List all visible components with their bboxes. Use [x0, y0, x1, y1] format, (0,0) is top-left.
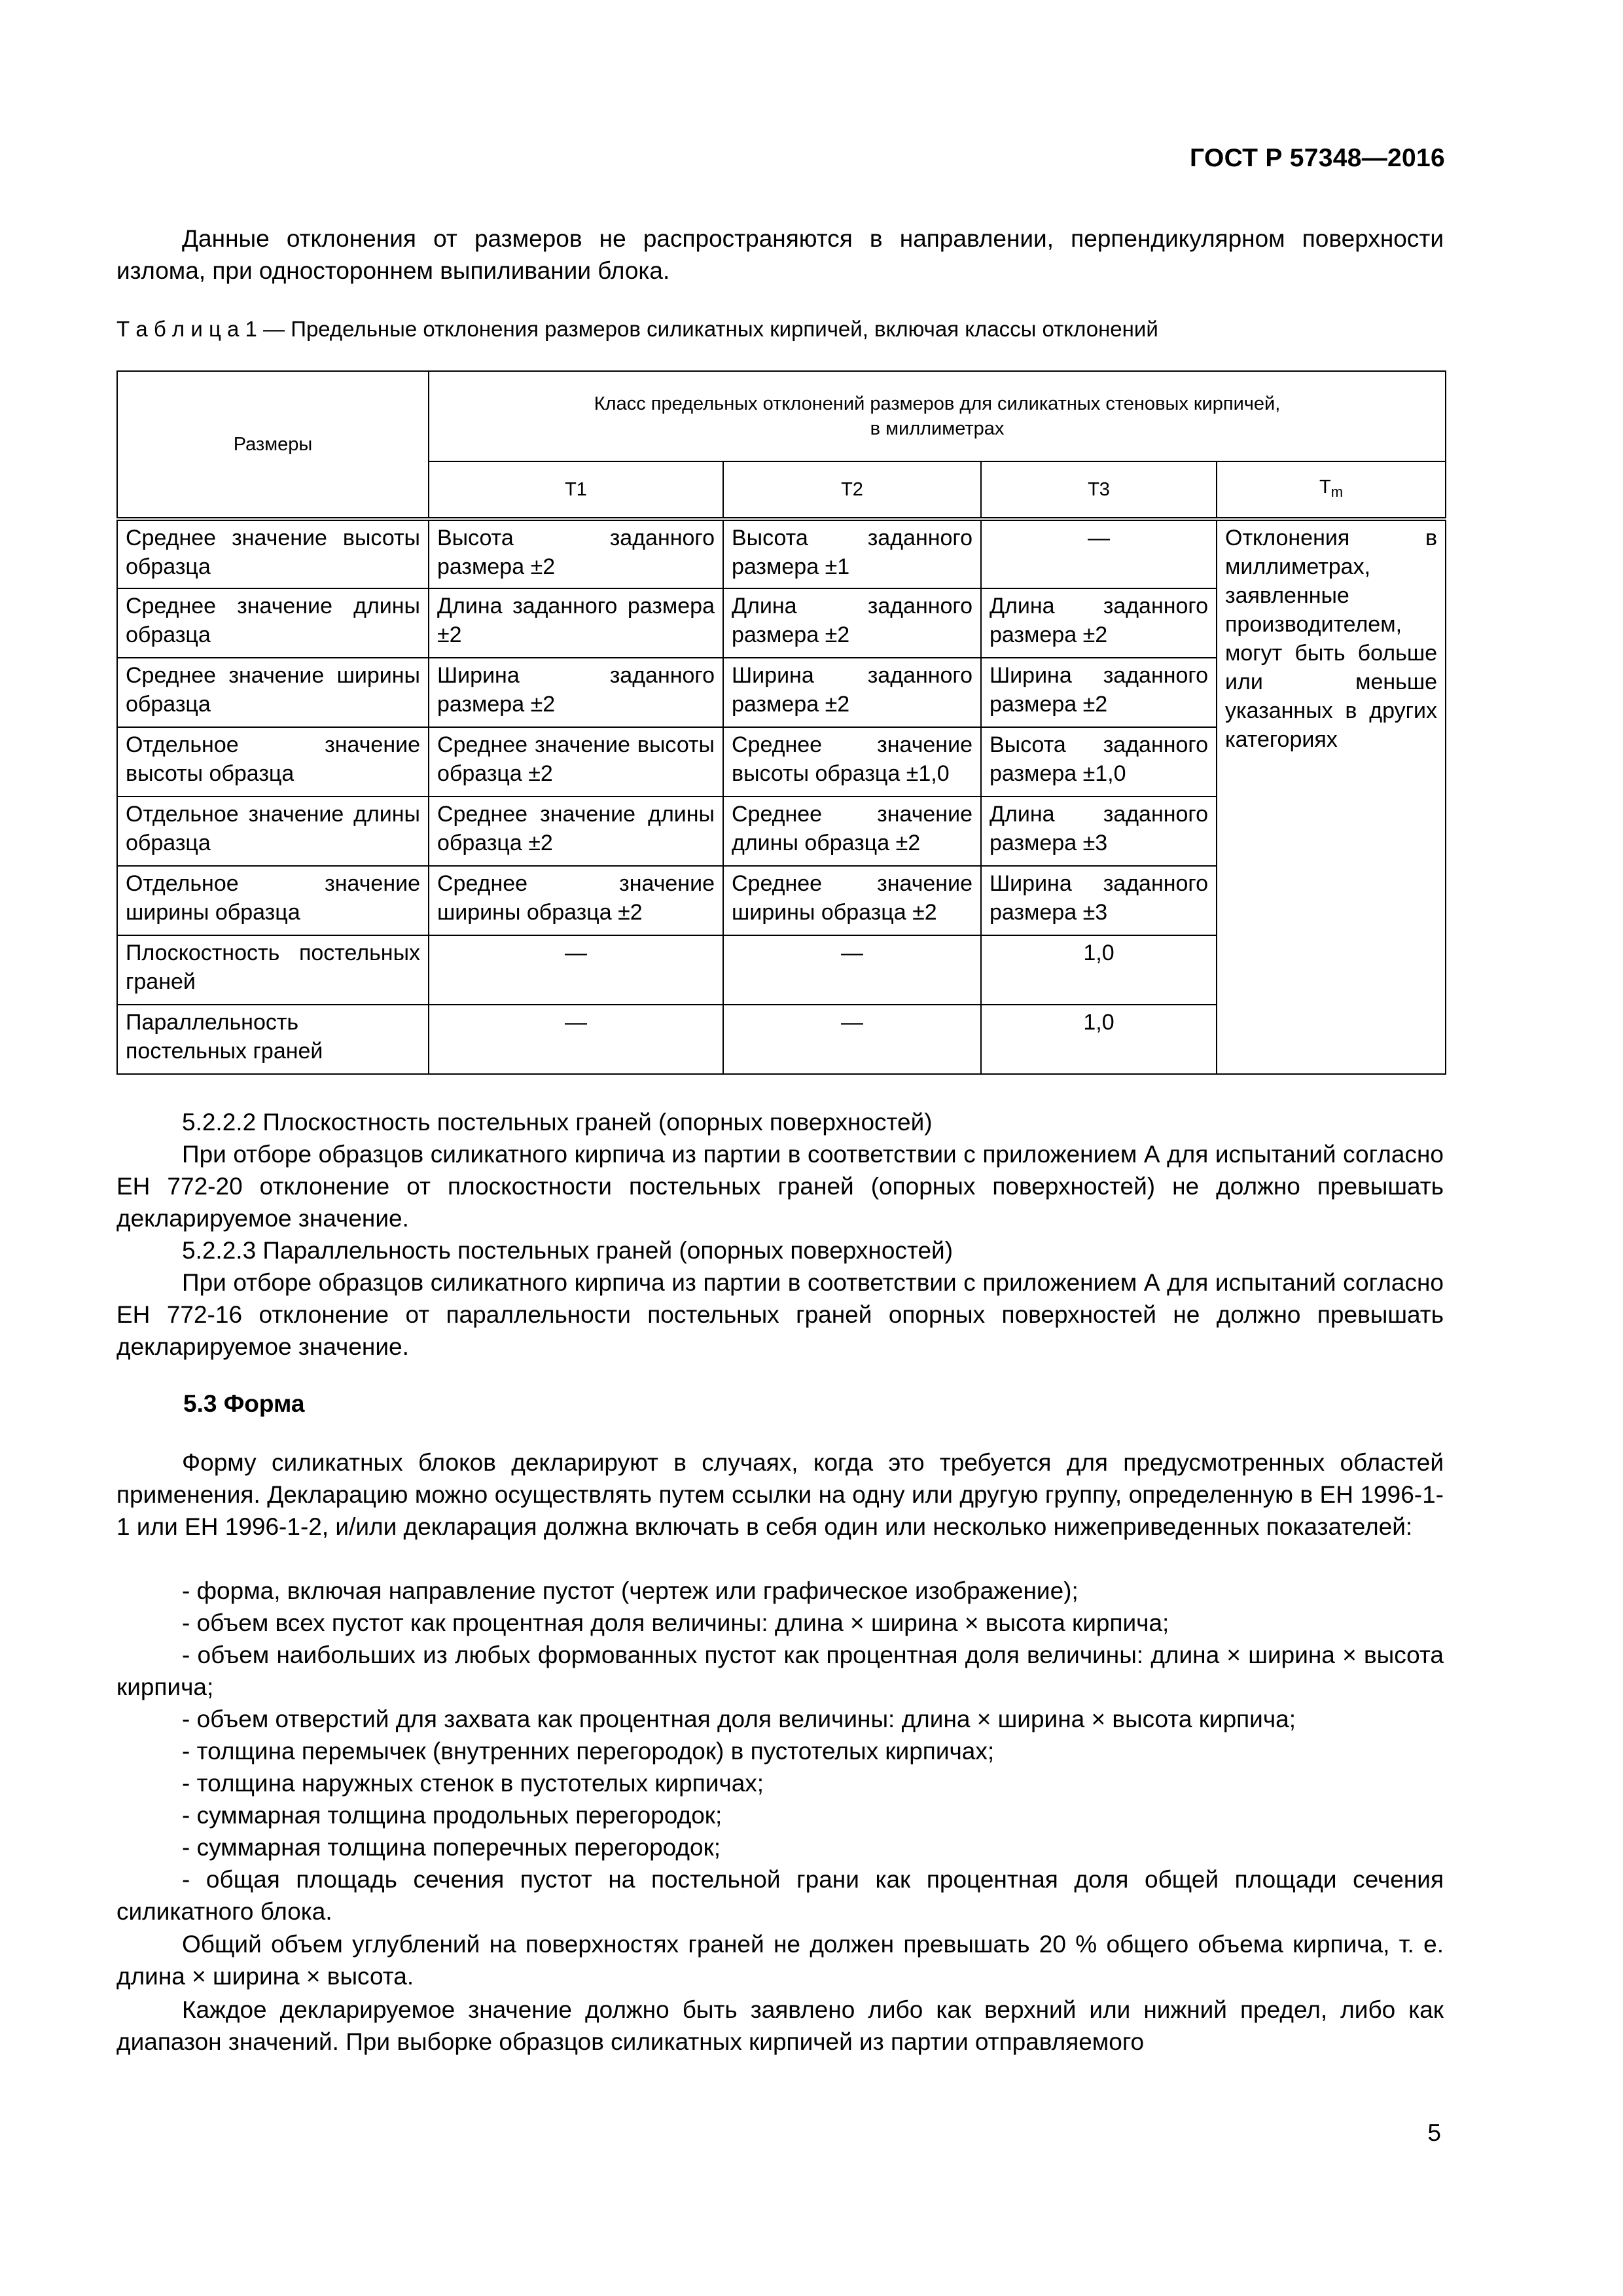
cell-t2: Ширина заданного размера ±2 [723, 658, 981, 727]
cell-t3: Длина заданного размера ±3 [981, 797, 1217, 866]
col-header-tm [1217, 461, 1446, 519]
col-header-t1: Т1 [429, 461, 723, 519]
cell-t2: Длина заданного размера ±2 [723, 588, 981, 658]
clause-5222-body: При отборе образцов силикатного кирпича из партии в соответствии с приложением А для испытаний согласно ЕН 772-20 отклонение от плоскостности постельных граней (опорных поверхностей) не должно превышать декларируемое значение. [116, 1141, 1444, 1232]
list-item: - толщина наружных стенок в пустотелых кирпичах; [182, 1770, 764, 1797]
cell-t2: — [723, 935, 981, 1005]
intro-paragraph: Данные отклонения от размеров не распространяются в направлении, перпендикулярном поверхности излома, при одностороннем выпиливании блока. [116, 225, 1444, 284]
paragraph-volume: Общий объем углублений на поверхностях граней не должен превышать 20 % общего объема кирпича, т. е. длина × ширина × высота. [116, 1931, 1444, 1990]
document-header-id: ГОСТ Р 57348—2016 [1190, 144, 1445, 172]
page-number: 5 [1427, 2119, 1441, 2146]
cell-t2: Среднее значение ширины образца ±2 [723, 866, 981, 935]
clause-5223-heading: 5.2.2.3 Параллельность постельных граней (опорных поверхностей) [182, 1237, 954, 1264]
paragraph-declared: Каждое декларируемое значение должно быть заявлено либо как верхний или нижний предел, либо как диапазон значений. При выборке образцов силикатных кирпичей из партии отправляемого [116, 1996, 1444, 2055]
cell-t3: — [981, 519, 1217, 588]
cell-t3: Ширина заданного размера ±3 [981, 866, 1217, 935]
cell-t1: Высота заданного размера ±2 [429, 519, 723, 588]
cell-t2: Среднее значение высоты образца ±1,0 [723, 727, 981, 797]
list-item: - объем отверстий для захвата как процентная доля величины: длина × ширина × высота кирпича; [182, 1706, 1296, 1732]
section-intro: Форму силикатных блоков декларируют в случаях, когда это требуется для предусмотренных областей применения. Декларацию можно осуществлять путем ссылки на одну или другую группу, определенную в ЕН 1996-1-1 или ЕН 1996-1-2, и/или декларация должна включать в себя один или несколько нижеприведенных показателей: [116, 1449, 1444, 1540]
deviation-table [116, 370, 1446, 1075]
list-item: - суммарная толщина продольных перегородок; [182, 1802, 722, 1829]
cell-t2: Среднее значение длины образца ±2 [723, 797, 981, 866]
cell-size: Отдельное значение длины образца [117, 797, 429, 866]
cell-size: Среднее значение высоты образца [117, 519, 429, 588]
col-header-group-line1: Класс предельных отклонений размеров для силикатных стеновых кирпичей, [594, 393, 1281, 414]
cell-t3: Ширина заданного размера ±2 [981, 658, 1217, 727]
list-item: - объем всех пустот как процентная доля величины: длина × ширина × высота кирпича; [182, 1609, 1169, 1636]
cell-t2: Высота заданного размера ±1 [723, 519, 981, 588]
col-header-tm-sub: m [1330, 484, 1344, 500]
list-item: - суммарная толщина поперечных перегородок; [182, 1834, 721, 1861]
cell-t1: Среднее значение длины образца ±2 [429, 797, 723, 866]
cell-t3: Высота заданного размера ±1,0 [981, 727, 1217, 797]
list-item: - общая площадь сечения пустот на постельной грани как процентная доля общей площади сечения силикатного блока. [116, 1866, 1444, 1925]
cell-t1: Среднее значение высоты образца ±2 [429, 727, 723, 797]
cell-size: Параллельность постельных граней [117, 1005, 429, 1074]
clause-5223-body: При отборе образцов силикатного кирпича из партии в соответствии с приложением А для испытаний согласно ЕН 772-16 отклонение от параллельности постельных граней опорных поверхностей не должно превышать декларируемое значение. [116, 1269, 1444, 1360]
cell-t1: Ширина заданного размера ±2 [429, 658, 723, 727]
cell-t1: — [429, 1005, 723, 1074]
col-header-sizes: Размеры [117, 371, 429, 519]
cell-t2: — [723, 1005, 981, 1074]
cell-size: Среднее значение длины образца [117, 588, 429, 658]
section-title: 5.3 Форма [183, 1390, 305, 1417]
list-item: - форма, включая направление пустот (чертеж или графическое изображение); [182, 1577, 1079, 1604]
list-item: - толщина перемычек (внутренних перегородок) в пустотелых кирпичах; [182, 1738, 995, 1765]
col-header-group [429, 371, 1446, 461]
cell-t3: 1,0 [981, 1005, 1217, 1074]
cell-size: Плоскостность постельных граней [117, 935, 429, 1005]
cell-size: Среднее значение ширины образца [117, 658, 429, 727]
cell-t1: Среднее значение ширины образца ±2 [429, 866, 723, 935]
list-item: - объем наибольших из любых формованных пустот как процентная доля величины: длина × ширина × высота кирпича; [116, 1641, 1444, 1700]
table-row [117, 519, 1446, 588]
cell-size: Отдельное значение высоты образца [117, 727, 429, 797]
cell-tm-note: Отклонения в миллиметрах, заявленные производителем, могут быть больше или меньше указанных в других категориях [1217, 519, 1446, 1074]
cell-size: Отдельное значение ширины образца [117, 866, 429, 935]
col-header-t3: Т3 [981, 461, 1217, 519]
clause-5222-heading: 5.2.2.2 Плоскостность постельных граней (опорных поверхностей) [182, 1109, 933, 1136]
cell-t1: — [429, 935, 723, 1005]
col-header-tm-base: Т [1319, 476, 1331, 497]
table-caption: Т а б л и ц а 1 — Предельные отклонения размеров силикатных кирпичей, включая классы отклонений [116, 317, 1158, 341]
col-header-t2: Т2 [723, 461, 981, 519]
cell-t3: Длина заданного размера ±2 [981, 588, 1217, 658]
cell-t3: 1,0 [981, 935, 1217, 1005]
col-header-group-line2: в миллиметрах [870, 418, 1005, 439]
table-header-row [117, 371, 1446, 461]
cell-t1: Длина заданного размера ±2 [429, 588, 723, 658]
